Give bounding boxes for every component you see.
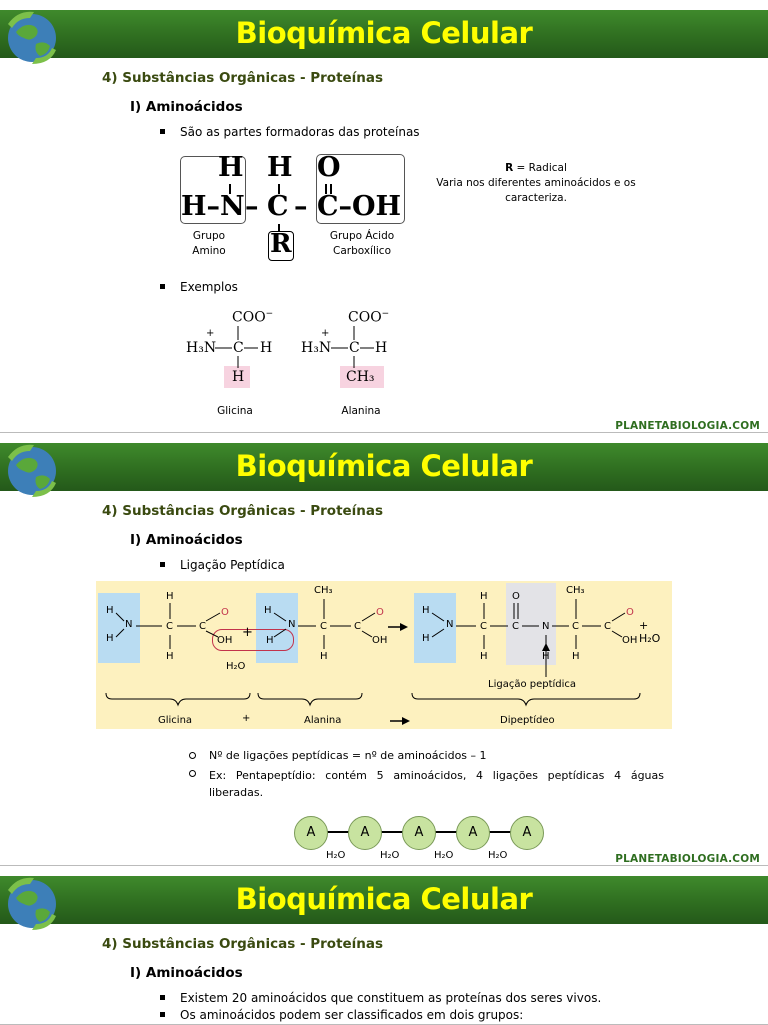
atom-h: H bbox=[572, 651, 580, 662]
amino-acid-bead: A bbox=[294, 816, 328, 850]
atom-c: C bbox=[199, 621, 206, 632]
group-oh: OH bbox=[372, 635, 388, 646]
atom-n: N bbox=[125, 619, 133, 630]
atom-o: O bbox=[221, 607, 229, 618]
atom-c: C bbox=[349, 340, 360, 356]
subsection-heading: I) Aminoácidos bbox=[130, 99, 243, 115]
peptide-bond-label: Ligação peptídica bbox=[488, 679, 577, 690]
atom-h: H bbox=[542, 651, 550, 662]
atom-n: N bbox=[446, 619, 454, 630]
amino-acid-bead: A bbox=[348, 816, 382, 850]
water-label: H₂O bbox=[434, 850, 454, 861]
bullet-item bbox=[180, 125, 420, 139]
amino-acid-bead: A bbox=[510, 816, 544, 850]
atom-c: C bbox=[354, 621, 361, 632]
water-label: H₂O bbox=[226, 661, 246, 672]
label-amino-group: Grupo Amino bbox=[192, 230, 226, 257]
radical-note bbox=[430, 161, 642, 206]
slide-title: Bioquímica Celular bbox=[235, 882, 533, 916]
slide-header bbox=[0, 876, 768, 924]
bullet-circle-icon bbox=[189, 752, 196, 759]
atom-h: H bbox=[422, 633, 430, 644]
subsection-heading: I) Aminoácidos bbox=[130, 965, 243, 981]
water-label: H₂O bbox=[380, 850, 400, 861]
list-item-text: Ex: Pentapeptídio: contém 5 aminoácidos, 4 ligações peptídicas 4 águas liberadas. bbox=[209, 769, 664, 799]
globe-logo-icon bbox=[2, 870, 62, 934]
watermark-text: PLANETABIOLOGIA.COM bbox=[615, 853, 760, 865]
atom-h: H bbox=[320, 651, 328, 662]
group-oh: OH bbox=[622, 635, 638, 646]
group-ch3: CH₃ bbox=[314, 585, 333, 596]
bullet-item bbox=[180, 991, 601, 1005]
plus-charge: + bbox=[321, 328, 330, 339]
peptide-bond-diagram bbox=[96, 581, 672, 729]
plus-charge: + bbox=[206, 328, 215, 339]
bullet-text: São as partes formadoras das proteínas bbox=[180, 125, 420, 139]
globe-logo-icon bbox=[2, 437, 62, 501]
coo-text: COO bbox=[232, 309, 266, 326]
atom-o: O bbox=[376, 607, 384, 618]
label-glycine: Glicina bbox=[158, 715, 193, 726]
plus-sign: + bbox=[242, 713, 251, 724]
atom-n: N bbox=[288, 619, 296, 630]
label-alanine: Alanina bbox=[341, 405, 381, 417]
bullet-text: Os aminoácidos podem ser classificados em dois grupos: bbox=[180, 1008, 524, 1022]
watermark-text: PLANETABIOLOGIA.COM bbox=[615, 420, 760, 432]
bullet-item bbox=[180, 1008, 523, 1022]
atom-hn: H–N bbox=[181, 191, 245, 222]
atom-c-oh: C–OH bbox=[317, 191, 402, 222]
group-ch3: CH₃ bbox=[566, 585, 585, 596]
list-item bbox=[209, 767, 664, 801]
atom-h-top-left: H bbox=[218, 152, 244, 183]
amino-acid-bead: A bbox=[456, 816, 490, 850]
bullet-text: Ligação Peptídica bbox=[180, 558, 285, 572]
bond-lines bbox=[96, 581, 672, 729]
slide-2 bbox=[0, 433, 768, 866]
atom-h: H bbox=[266, 635, 274, 646]
water-label: H₂O bbox=[488, 850, 508, 861]
slide-title: Bioquímica Celular bbox=[235, 449, 533, 483]
section-heading: 4) Substâncias Orgânicas - Proteínas bbox=[102, 70, 384, 86]
plus-water-label: + H₂O bbox=[639, 619, 661, 645]
slide-1 bbox=[0, 0, 768, 433]
label-glycine: Glicina bbox=[217, 405, 253, 417]
bond-dash-left: – bbox=[245, 191, 259, 222]
atom-c: C bbox=[166, 621, 173, 632]
bond-lines bbox=[296, 300, 396, 400]
atom-h-top-center: H bbox=[267, 152, 293, 183]
atom-h: H bbox=[166, 591, 174, 602]
atom-o-top: O bbox=[317, 152, 341, 183]
bullet-circle-icon bbox=[189, 770, 196, 777]
bullet-item bbox=[180, 280, 238, 294]
plus-sign: + bbox=[242, 625, 253, 640]
radical-description: Varia nos diferentes aminoácidos e os caracteriza. bbox=[436, 177, 636, 204]
atom-r: R bbox=[270, 229, 292, 259]
radical-label: = Radical bbox=[513, 162, 567, 174]
group-h3n: H₃N bbox=[186, 340, 217, 356]
label-acid-group: Grupo Ácido Carboxílico bbox=[329, 230, 395, 257]
coo-text: COO bbox=[348, 309, 382, 326]
bullet-square-icon bbox=[160, 995, 165, 1000]
slide-header bbox=[0, 443, 768, 491]
bullet-square-icon bbox=[160, 1012, 165, 1017]
atom-c: C bbox=[572, 621, 579, 632]
group-oh: OH bbox=[217, 635, 233, 646]
amino-acid-bead: A bbox=[402, 816, 436, 850]
atom-h: H bbox=[480, 651, 488, 662]
water-label: H₂O bbox=[326, 850, 346, 861]
atom-h: H bbox=[375, 340, 388, 356]
atom-h: H bbox=[264, 605, 272, 616]
atom-c: C bbox=[320, 621, 327, 632]
atom-h: H bbox=[480, 591, 488, 602]
list-item-text: Nº de ligações peptídicas = nº de aminoácidos – 1 bbox=[209, 749, 487, 762]
atom-n: N bbox=[542, 621, 550, 632]
globe-logo-icon bbox=[2, 4, 62, 68]
group-h3n: H₃N bbox=[301, 340, 332, 356]
atom-o: O bbox=[512, 591, 520, 602]
atom-c: C bbox=[512, 621, 519, 632]
atom-h: H bbox=[106, 633, 114, 644]
radical-symbol: R bbox=[505, 162, 514, 174]
atom-h: H bbox=[422, 605, 430, 616]
atom-c-center: C bbox=[267, 191, 289, 222]
atom-c: C bbox=[480, 621, 487, 632]
atom-c: C bbox=[604, 621, 611, 632]
bond-lines bbox=[180, 300, 280, 400]
bond-dash-right: – bbox=[294, 191, 308, 222]
bullet-square-icon bbox=[160, 129, 165, 134]
bullet-text: Existem 20 aminoácidos que constituem as proteínas dos seres vivos. bbox=[180, 991, 602, 1005]
section-heading: 4) Substâncias Orgânicas - Proteínas bbox=[102, 936, 384, 952]
slide-3 bbox=[0, 866, 768, 1025]
bullet-text: Exemplos bbox=[180, 280, 238, 294]
atom-h: H bbox=[260, 340, 273, 356]
group-ch3: CH₃ bbox=[346, 369, 375, 385]
section-heading: 4) Substâncias Orgânicas - Proteínas bbox=[102, 503, 384, 519]
atom-h: H bbox=[106, 605, 114, 616]
minus-sign: − bbox=[381, 309, 390, 319]
list-item bbox=[209, 749, 664, 762]
minus-sign: − bbox=[265, 309, 274, 319]
atom-h-radical: H bbox=[232, 369, 245, 385]
slide-title: Bioquímica Celular bbox=[235, 16, 533, 50]
subsection-heading: I) Aminoácidos bbox=[130, 532, 243, 548]
bullet-item bbox=[180, 558, 285, 572]
slide-header bbox=[0, 10, 768, 58]
bullet-square-icon bbox=[160, 562, 165, 567]
atom-o: O bbox=[626, 607, 634, 618]
atom-h: H bbox=[166, 651, 174, 662]
atom-c: C bbox=[233, 340, 244, 356]
label-alanine: Alanina bbox=[304, 715, 342, 726]
bullet-square-icon bbox=[160, 284, 165, 289]
label-dipeptide: Dipeptídeo bbox=[500, 715, 555, 726]
